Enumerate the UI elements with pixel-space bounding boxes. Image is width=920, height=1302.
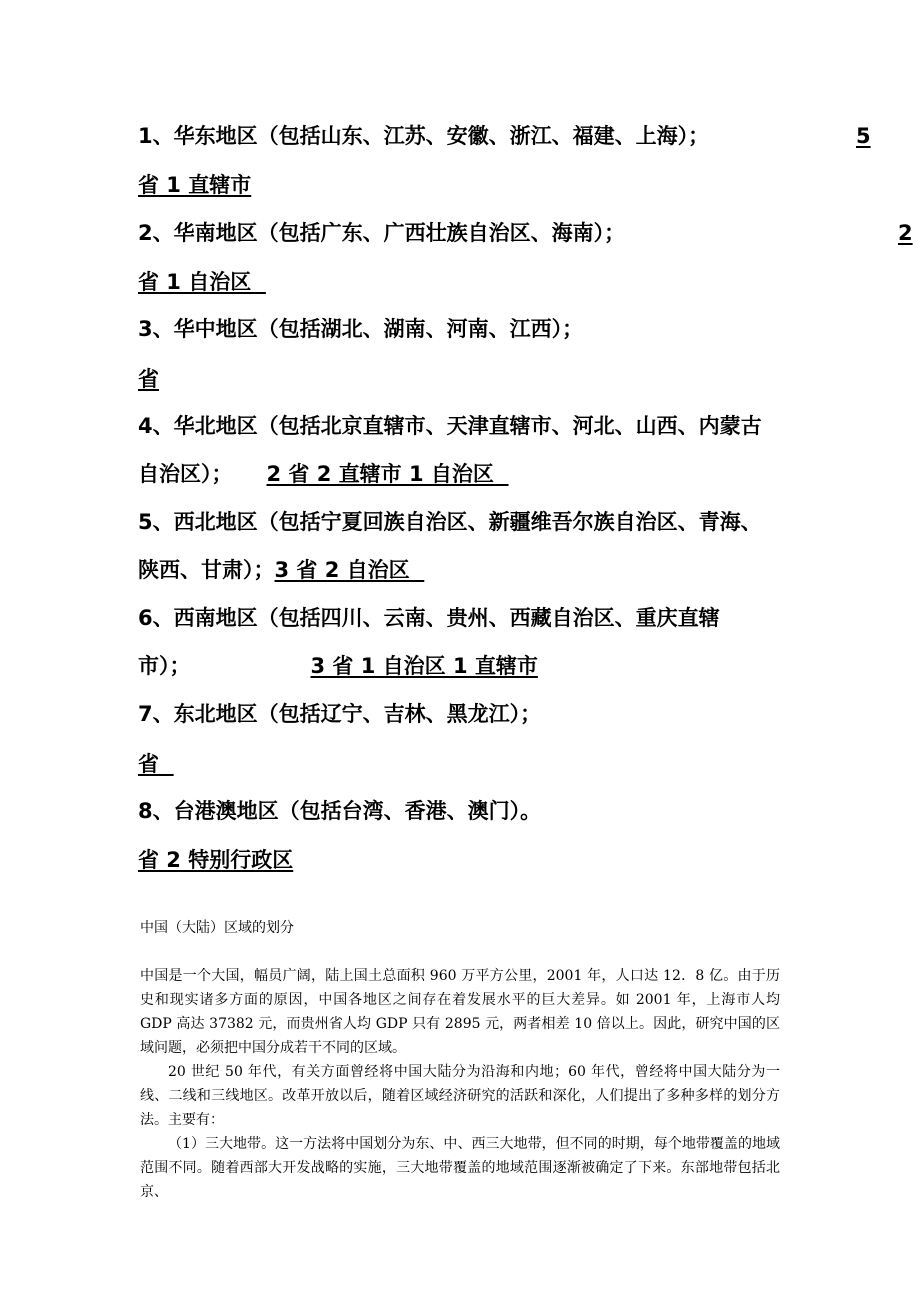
region-8-line: 8、台港澳地区（包括台湾、香港、澳门）。 [138, 799, 542, 823]
article-paragraph-3: （1）三大地带。这一方法将中国划分为东、中、西三大地带，但不同的时期，每个地带覆盖的地域范围不同。随着西部大开发战略的实施，三大地带覆盖的地域范围逐渐被确定了下来。东部地带包括北京、 [140, 1136, 780, 1200]
region-1-line: 1、华东地区（包括山东、江苏、安徽、浙江、福建、上海）； [138, 124, 710, 148]
region-7-summary [138, 750, 174, 778]
region-1-count: 5 [856, 124, 871, 148]
region-4-line-2-prefix: 自治区）； [138, 462, 233, 486]
region-7-summary-text: 省 [138, 752, 174, 776]
region-2-summary [138, 268, 266, 296]
region-2-count: 2 [898, 221, 913, 245]
region-3-summary [138, 365, 159, 393]
article-paragraph-2: 20 世纪 50 年代，有关方面曾经将中国大陆分为沿海和内地；60 年代，曾经将中国大陆分为一线、二线和三线地区。改革开放以后，随着区域经济研究的活跃和深化，人们提出了多种多样的划分方法。主要有： [140, 1064, 780, 1128]
region-1-summary [138, 171, 251, 199]
region-5-line: 5、西北地区（包括宁夏回族自治区、新疆维吾尔族自治区、青海、 [138, 510, 762, 534]
article-paragraph-1: 中国是一个大国，幅员广阔，陆上国土总面积 960 万平方公里，2001 年，人口达 12．8 亿。由于历史和现实诸多方面的原因，中国各地区之间存在着发展水平的巨大差异。如 2001 年，上海市人均 GDP 高达 37382 元，而贵州省人均 GDP 只有 2895 元，两者相差 10 倍以上。因此，研究中国的区域问题，必须把中国分成若干不同的区域。 [140, 968, 780, 1056]
region-3-line: 3、华中地区（包括湖北、湖南、河南、江西）； [138, 317, 584, 341]
region-5-line-2-prefix: 陕西、甘肃）； [138, 558, 275, 582]
region-4-line: 4、华北地区（包括北京直辖市、天津直辖市、河北、山西、内蒙古 [138, 414, 762, 438]
region-6-line-2 [138, 652, 538, 680]
article-title: 中国（大陆）区域的划分 [140, 920, 294, 936]
region-3-summary-text: 省 [138, 367, 159, 391]
region-1-summary-text: 省 1 直辖市 [138, 173, 252, 197]
region-7-line: 7、东北地区（包括辽宁、吉林、黑龙江）； [138, 702, 542, 726]
region-2-summary-text: 省 1 自治区 [138, 270, 266, 294]
region-4-summary-text: 2 省 2 直辖市 1 自治区 [266, 462, 509, 486]
region-6-summary-text: 3 省 1 自治区 1 直辖市 [310, 654, 538, 678]
region-4-line-2 [138, 460, 509, 488]
region-8-summary-text: 省 2 特别行政区 [138, 848, 294, 872]
region-8-summary [138, 846, 293, 874]
region-5-summary-text: 3 省 2 自治区 [274, 558, 425, 582]
region-2-line: 2、华南地区（包括广东、广西壮族自治区、海南）； [138, 221, 626, 245]
region-5-line-2 [138, 556, 424, 584]
region-6-line: 6、西南地区（包括四川、云南、贵州、西藏自治区、重庆直辖 [138, 606, 720, 630]
region-6-line-2-prefix: 市）； [138, 654, 191, 678]
